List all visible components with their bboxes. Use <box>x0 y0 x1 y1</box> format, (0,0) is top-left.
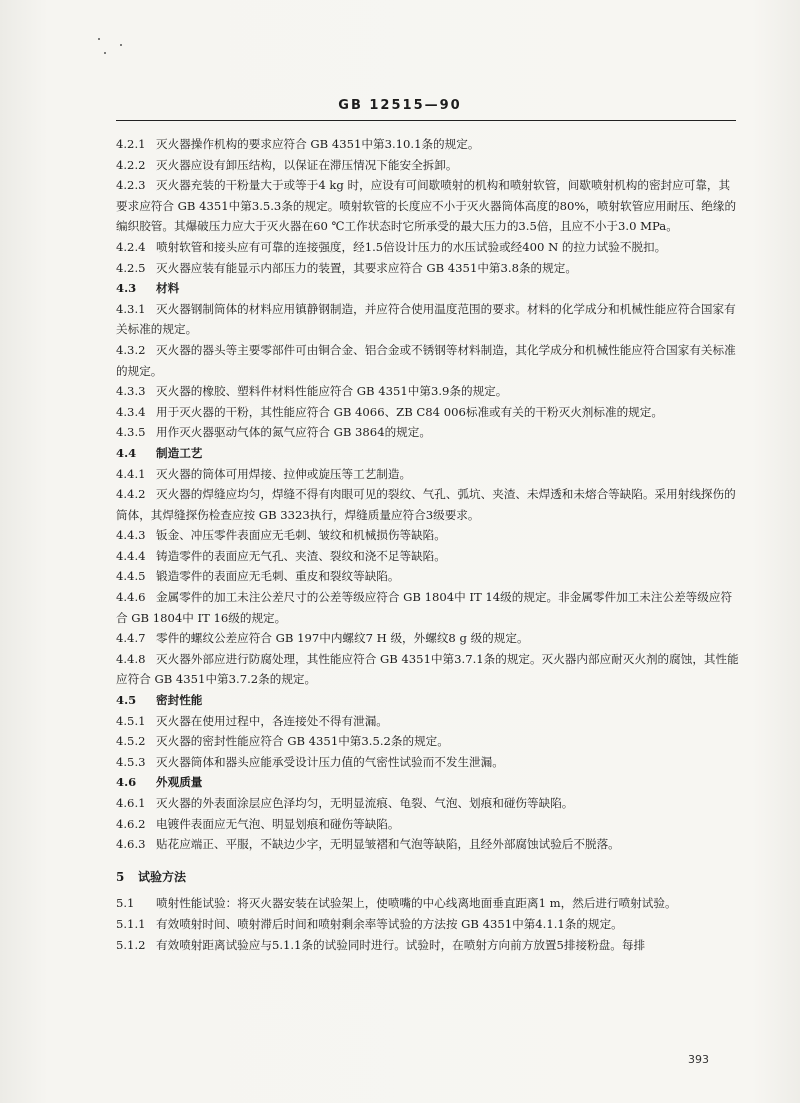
clause-number: 4.5.3 <box>116 754 146 769</box>
clause-text: 金属零件的加工未注公差尺寸的公差等级应符合 GB 1804中 IT 14级的规定。非金属零件加工未注公差等级应符合 GB 1804中 IT 16级的规定。 <box>116 590 733 625</box>
header-rule <box>116 120 736 121</box>
clause-paragraph <box>116 752 740 773</box>
clause-text: 灭火器的器头等主要零部件可由铜合金、铝合金或不锈钢等材料制造，其化学成分和机械性能应符合国家有关标准的规定。 <box>116 342 736 378</box>
clause-paragraph <box>116 893 740 914</box>
section-heading <box>116 772 740 793</box>
clause-paragraph <box>116 546 740 567</box>
clause-text: 有效喷射时间、喷射滞后时间和喷射剩余率等试验的方法按 GB 4351中第4.1.1条的规定。 <box>156 916 623 931</box>
clause-paragraph <box>116 381 740 402</box>
section-heading <box>116 443 740 464</box>
clause-number: 4.2.5 <box>116 260 146 275</box>
section-heading <box>116 690 740 711</box>
clause-number: 4.4.7 <box>116 631 146 646</box>
clause-text: 铸造零件的表面应无气孔、夹渣、裂纹和浇不足等缺陷。 <box>156 548 446 563</box>
clause-text: 灭火器应装有能显示内部压力的装置，其要求应符合 GB 4351中第3.8条的规定。 <box>156 260 577 275</box>
clause-text: 灭火器筒体和器头应能承受设计压力值的气密性试验而不发生泄漏。 <box>156 754 504 769</box>
clause-paragraph <box>116 299 740 340</box>
clause-number: 4.4.6 <box>116 590 146 605</box>
clause-paragraph <box>116 649 740 690</box>
clause-text: 灭火器的焊缝应均匀，焊缝不得有肉眼可见的裂纹、气孔、弧坑、夹渣、未焊透和未熔合等缺陷。采用射线探伤的筒体，其焊缝探伤检查应按 GB 3323执行，焊缝质量应符合3级要求。 <box>116 487 736 522</box>
clause-number: 4.5.2 <box>116 734 146 749</box>
clause-number: 4.4.8 <box>116 651 146 666</box>
clause-text: 灭火器钢制筒体的材料应用镇静钢制造，并应符合使用温度范围的要求。材料的化学成分和机械性能应符合国家有关标准的规定。 <box>116 301 736 337</box>
scan-speck <box>104 52 106 54</box>
clause-text: 有效喷射距离试验应与5.1.1条的试验同时进行。试验时，在喷射方向前方放置5排接粉盘。每排 <box>156 937 646 952</box>
clause-paragraph <box>116 484 740 525</box>
clause-paragraph <box>116 237 740 258</box>
clause-paragraph <box>116 814 740 835</box>
clause-number: 4.4.3 <box>116 528 146 543</box>
clause-paragraph <box>116 711 740 732</box>
clause-number: 4.3.4 <box>116 404 146 419</box>
clause-number: 4.5.1 <box>116 713 146 728</box>
clause-number: 4.4.1 <box>116 466 146 481</box>
clause-paragraph <box>116 525 740 546</box>
clause-text: 灭火器应设有卸压结构，以保证在滞压情况下能安全拆卸。 <box>156 157 458 172</box>
clause-text: 贴花应端正、平服，不缺边少字，无明显皱褶和气泡等缺陷，且经外部腐蚀试验后不脱落。 <box>156 837 620 852</box>
section-title: 密封性能 <box>156 693 203 708</box>
clause-paragraph <box>116 566 740 587</box>
clause-text: 灭火器操作机构的要求应符合 GB 4351中第3.10.1条的规定。 <box>156 137 480 151</box>
clause-text: 电镀件表面应无气泡、明显划痕和碰伤等缺陷。 <box>156 816 400 831</box>
clause-text: 灭火器的密封性能应符合 GB 4351中第3.5.2条的规定。 <box>156 734 449 749</box>
spacer <box>116 855 740 863</box>
clause-number: 4.2.1 <box>116 137 146 151</box>
clause-paragraph <box>116 175 740 237</box>
clause-paragraph <box>116 464 740 485</box>
clause-paragraph <box>116 340 740 381</box>
clause-number: 5.1.2 <box>116 937 146 952</box>
clause-number: 4.3 <box>116 281 137 296</box>
clause-text: 零件的螺纹公差应符合 GB 197中内螺纹7 H 级，外螺纹8 g 级的规定。 <box>156 631 529 646</box>
scan-speck <box>120 44 122 46</box>
clause-paragraph <box>116 258 740 279</box>
scan-speck <box>98 38 100 40</box>
clause-paragraph <box>116 914 740 935</box>
clause-number: 5.1 <box>116 896 135 911</box>
chapter-number: 5 <box>116 869 125 884</box>
clause-paragraph <box>116 793 740 814</box>
clause-number: 4.3.2 <box>116 342 146 357</box>
clause-text: 灭火器外部应进行防腐处理，其性能应符合 GB 4351中第3.7.1条的规定。灭火器内部应耐灭火剂的腐蚀，其性能应符合 GB 4351中第3.7.2条的规定。 <box>116 651 739 687</box>
clause-number: 4.6 <box>116 775 137 790</box>
section-heading <box>116 278 740 299</box>
clause-text: 灭火器在使用过程中，各连接处不得有泄漏。 <box>156 713 388 728</box>
clause-number: 4.2.4 <box>116 239 146 254</box>
chapter-title: 试验方法 <box>138 869 187 884</box>
document-body <box>116 134 740 955</box>
clause-number: 4.5 <box>116 693 137 708</box>
standard-code-header: GB 12515—90 <box>338 98 462 113</box>
clause-text: 钣金、冲压零件表面应无毛刺、皱纹和机械损伤等缺陷。 <box>156 528 446 543</box>
clause-text: 灭火器的橡胶、塑料件材料性能应符合 GB 4351中第3.9条的规定。 <box>156 384 508 399</box>
clause-paragraph <box>116 587 740 628</box>
section-title: 材料 <box>156 281 180 296</box>
clause-paragraph <box>116 422 740 443</box>
clause-text: 灭火器充装的干粉量大于或等于4 kg 时，应设有可间歇喷射的机构和喷射软管，间歇喷射机构的密封应可靠，其要求应符合 GB 4351中第3.5.3条的规定。喷射软管的长度应不小于灭火器筒体高度的80%，喷射软管应用耐压、绝缘的编织胶管。其爆破压力应大于灭火器在60 ℃工作状态时它所承受的最大压力的3.5倍，且应不小于3.0 MPa。 <box>116 178 737 234</box>
clause-number: 4.4 <box>116 445 137 460</box>
clause-text: 喷射软管和接头应有可靠的连接强度，经1.5倍设计压力的水压试验或经400 N 的拉力试验不脱扣。 <box>156 239 667 254</box>
section-title: 外观质量 <box>156 775 203 790</box>
clause-number: 4.3.3 <box>116 384 146 399</box>
clause-paragraph <box>116 628 740 649</box>
clause-number: 4.4.2 <box>116 487 146 502</box>
clause-text: 用作灭火器驱动气体的氮气应符合 GB 3864的规定。 <box>156 425 431 440</box>
clause-number: 4.4.5 <box>116 569 146 584</box>
clause-number: 4.2.2 <box>116 157 146 172</box>
clause-number: 4.6.3 <box>116 837 146 852</box>
clause-text: 灭火器的外表面涂层应色泽均匀，无明显流痕、龟裂、气泡、划痕和碰伤等缺陷。 <box>156 796 574 810</box>
clause-number: 4.3.1 <box>116 301 146 316</box>
clause-paragraph <box>116 134 740 155</box>
clause-paragraph <box>116 155 740 176</box>
page-number: 393 <box>688 1053 709 1066</box>
clause-number: 4.3.5 <box>116 425 146 440</box>
clause-text: 用于灭火器的干粉，其性能应符合 GB 4066、ZB C84 006标准或有关的干粉灭火剂标准的规定。 <box>156 404 663 419</box>
clause-paragraph <box>116 935 740 956</box>
clause-text: 灭火器的筒体可用焊接、拉伸或旋压等工艺制造。 <box>156 466 412 481</box>
section-title: 制造工艺 <box>156 445 203 460</box>
clause-number: 4.2.3 <box>116 178 146 193</box>
clause-text: 喷射性能试验：将灭火器安装在试验架上，使喷嘴的中心线离地面垂直距离1 m，然后进行喷射试验。 <box>156 896 677 911</box>
clause-paragraph <box>116 731 740 752</box>
clause-number: 4.6.2 <box>116 816 146 831</box>
clause-paragraph <box>116 402 740 423</box>
chapter-heading <box>116 867 740 888</box>
clause-number: 4.6.1 <box>116 796 146 810</box>
clause-paragraph <box>116 834 740 855</box>
clause-number: 5.1.1 <box>116 916 146 931</box>
clause-number: 4.4.4 <box>116 548 146 563</box>
clause-text: 锻造零件的表面应无毛刺、重皮和裂纹等缺陷。 <box>156 569 400 584</box>
